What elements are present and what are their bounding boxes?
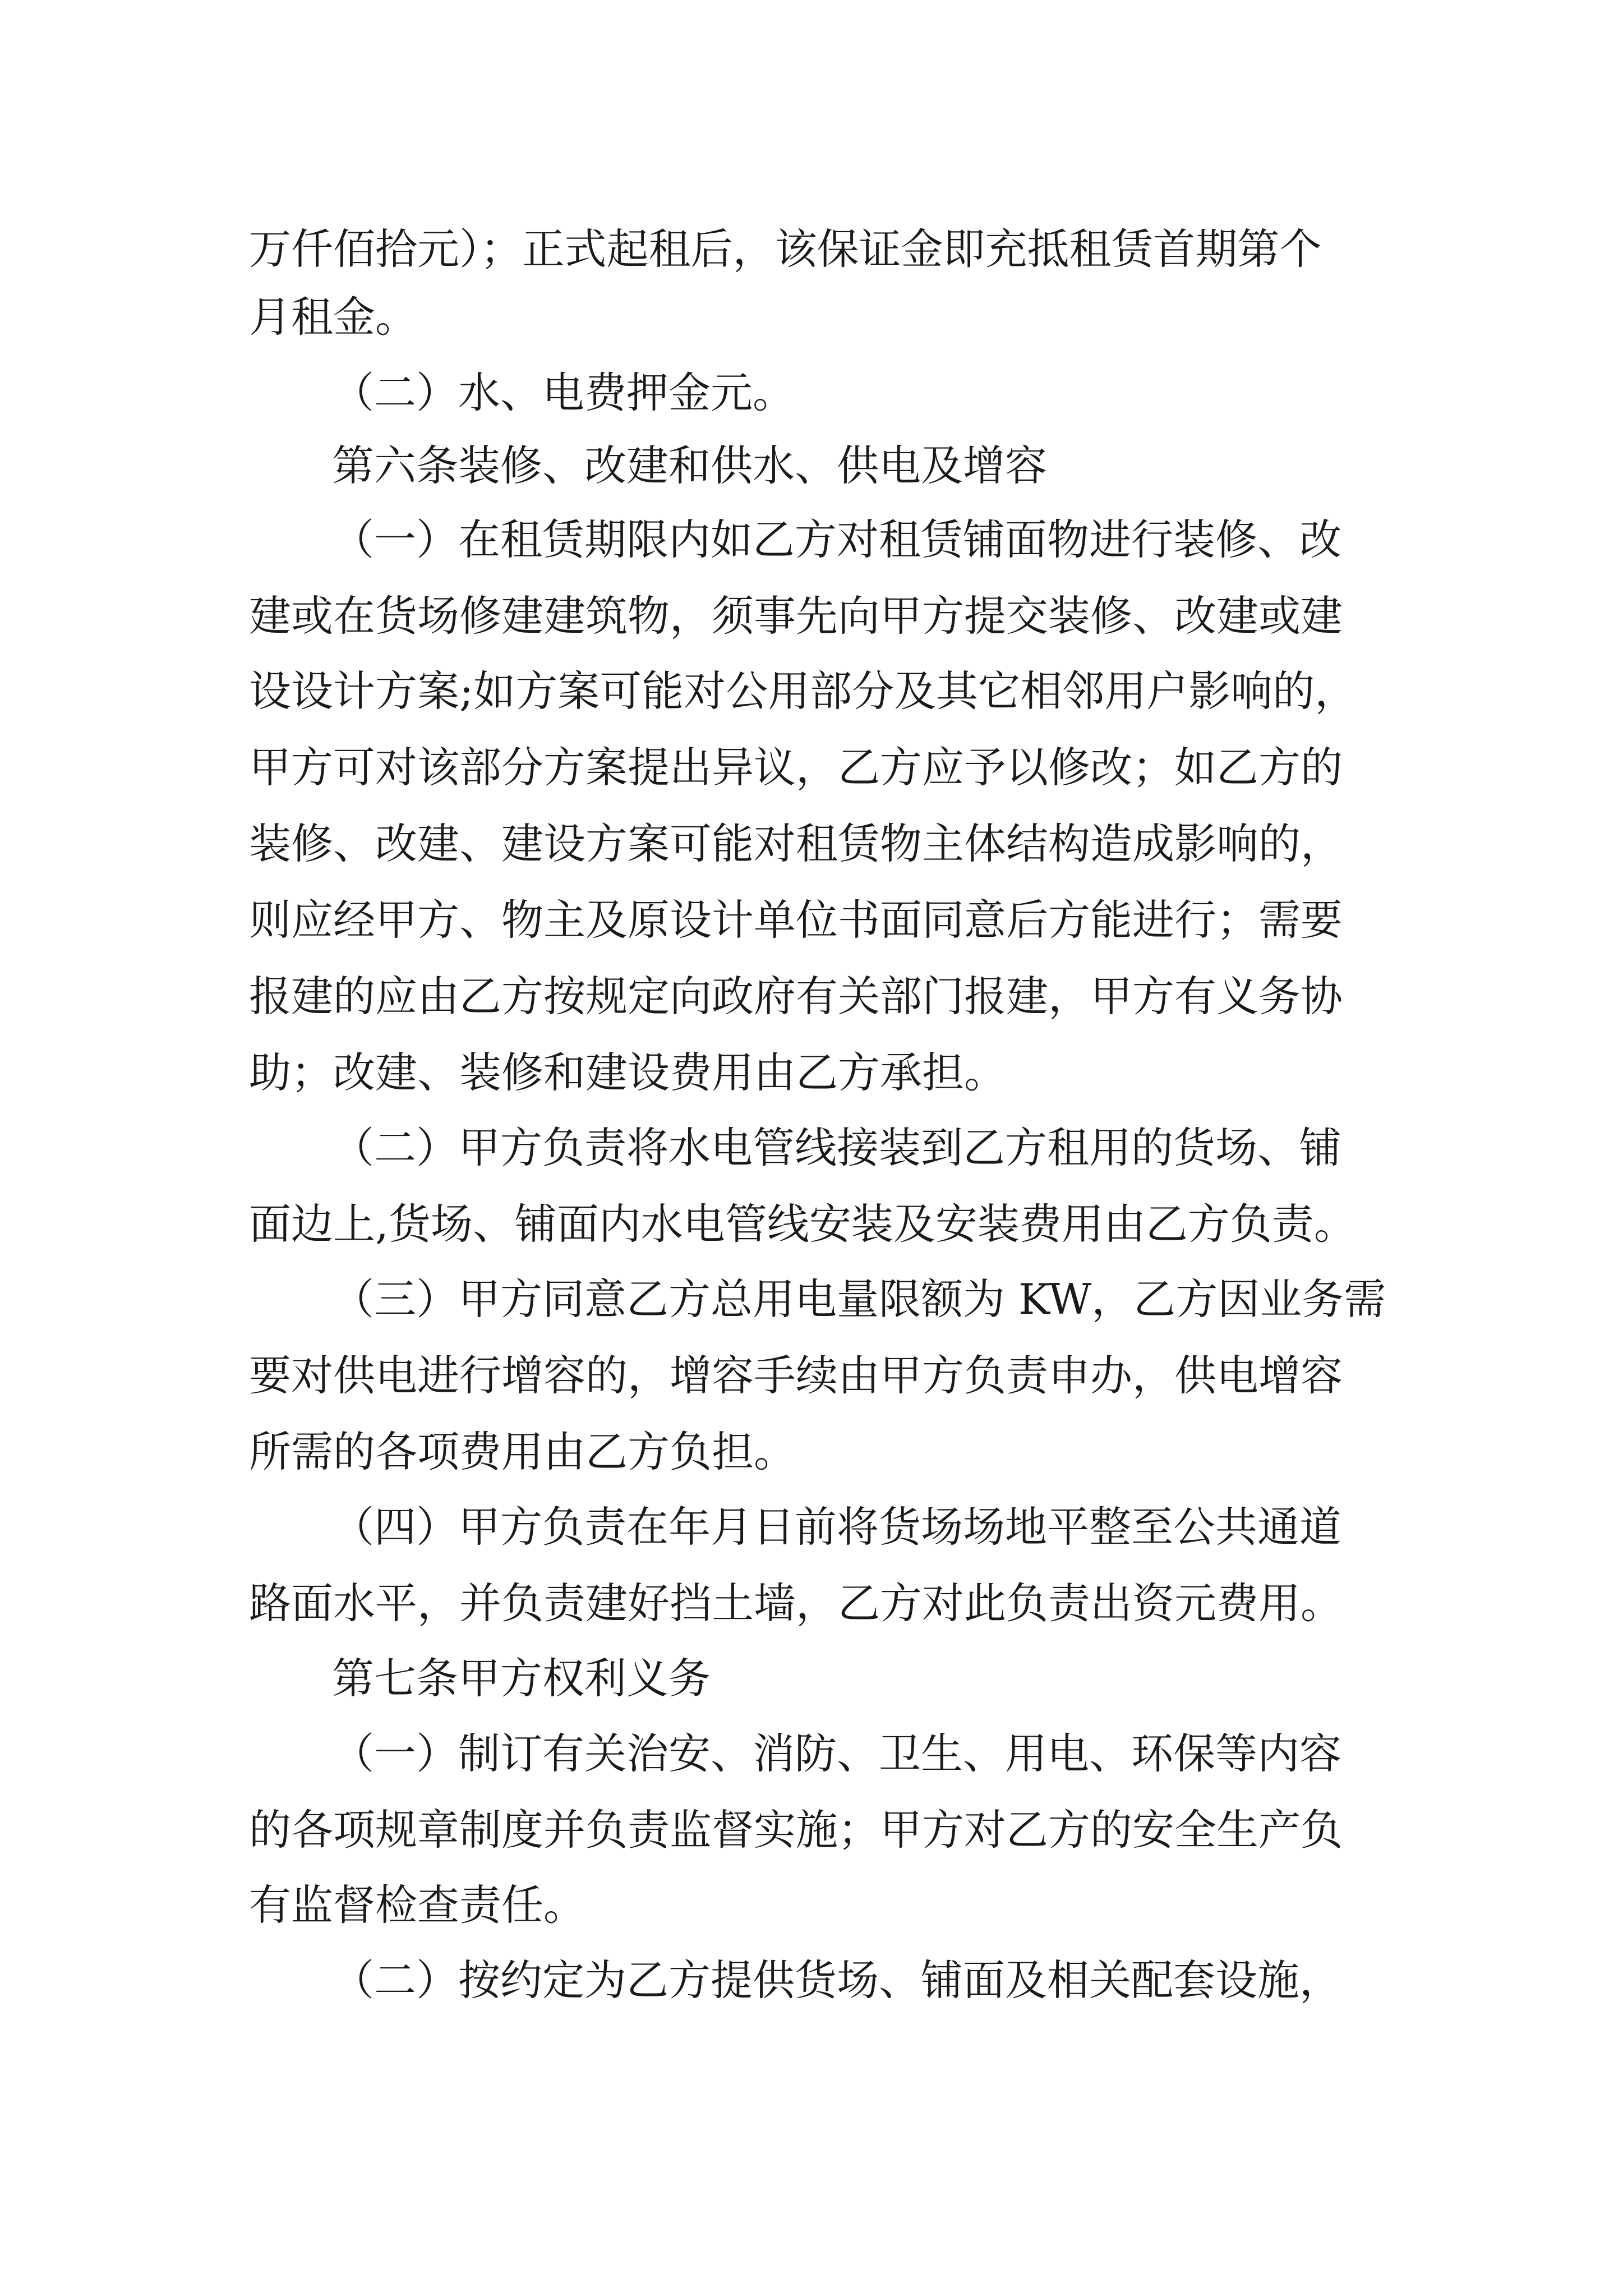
text-line: 则应经甲方、物主及原设计单位书面同意后方能进行；需要	[249, 895, 1343, 945]
section-heading: 第七条甲方权利义务	[332, 1654, 711, 1703]
text-line: 助；改建、装修和建设费用由乙方承担。	[249, 1048, 1007, 1097]
text-line: 所需的各项费用由乙方负担。	[249, 1427, 796, 1476]
text-line: 有监督检查责任。	[249, 1880, 586, 1930]
text-line: （二）甲方负责将水电管线接装到乙方租用的货场、铺	[332, 1123, 1342, 1172]
text-line: （三）甲方同意乙方总用电量限额为 KW，乙方因业务需	[332, 1274, 1386, 1324]
text-line: 的各项规章制度并负责监督实施；甲方对乙方的安全生产负	[249, 1805, 1343, 1855]
text-line: 装修、改建、建设方案可能对租赁物主体结构造成影响的，	[249, 819, 1343, 868]
text-line: （二）水、电费押金元。	[332, 368, 795, 417]
text-line: （二）按约定为乙方提供货场、铺面及相关配套设施，	[332, 1955, 1342, 2005]
section-heading: 第六条装修、改建和供水、供电及增容	[332, 441, 1048, 490]
text-line: 月租金。	[249, 292, 418, 342]
text-line: 报建的应由乙方按规定向政府有关部门报建，甲方有义务协	[249, 972, 1343, 1021]
text-line: （一）在租赁期限内如乙方对租赁铺面物进行装修、改	[332, 515, 1342, 564]
text-line: 甲方可对该部分方案提出异议，乙方应予以修改；如乙方的	[249, 743, 1343, 792]
text-line: 万仟佰拾元）；正式起租后，该保证金即充抵租赁首期第个	[249, 224, 1322, 274]
text-line: （一）制订有关治安、消防、卫生、用电、环保等内容	[332, 1729, 1342, 1778]
text-line: 建或在货场修建建筑物，须事先向甲方提交装修、改建或建	[249, 591, 1343, 641]
text-line: （四）甲方负责在年月日前将货场场地平整至公共通道	[332, 1502, 1342, 1552]
text-line: 要对供电进行增容的，增容手续由甲方负责申办，供电增容	[249, 1351, 1343, 1400]
text-line: 路面水平，并负责建好挡土墙，乙方对此负责出资元费用。	[249, 1579, 1343, 1628]
text-line: 设设计方案;如方案可能对公用部分及其它相邻用户影响的，	[249, 666, 1357, 716]
text-line: 面边上,货场、铺面内水电管线安装及安装费用由乙方负责。	[249, 1199, 1356, 1249]
